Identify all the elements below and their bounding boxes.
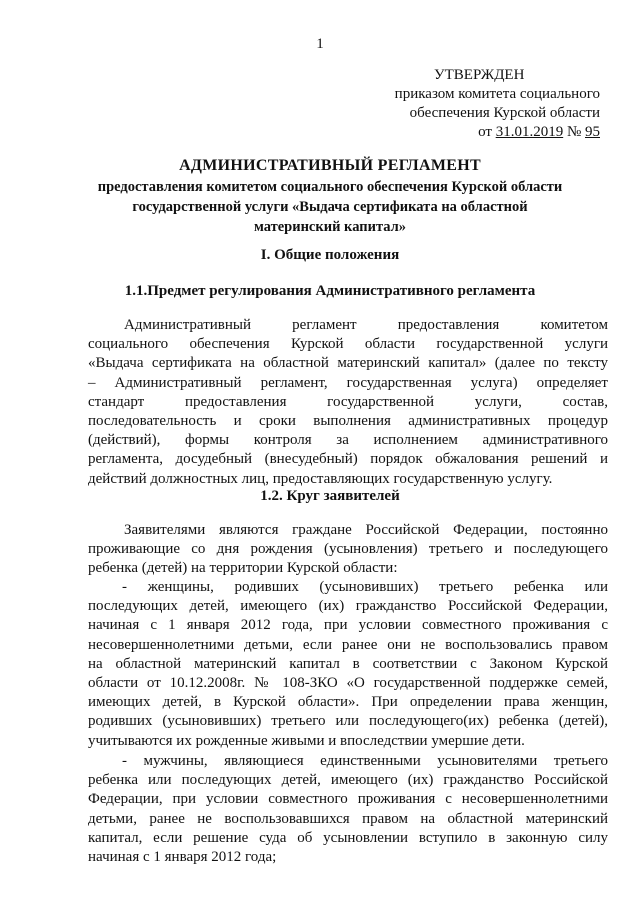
approval-date: 31.01.2019: [495, 124, 564, 140]
text-line: начиная с 1 января 2012 года;: [88, 849, 277, 866]
approval-from-label: от: [478, 124, 492, 140]
title-sub-line-2: государственной услуги «Выдача сертификата на областной: [132, 199, 528, 215]
section-1-1-heading: 1.1.Предмет регулирования Административного регламента: [124, 283, 536, 299]
text-line: ребенка или последующих детей, имеющего (их) гражданство Российской: [88, 772, 608, 789]
text-line: регламента, досудебный (внесудебный) порядок обжалования решений и: [88, 451, 608, 468]
text-line: действий должностных лиц, предоставляющих государственную услугу.: [88, 470, 553, 487]
text-line: имеющих детей, в Курской области». При определении права женщин,: [88, 694, 608, 711]
title-sub-line-3: материнский капитал»: [253, 219, 407, 235]
section-1-2-men-item: [88, 752, 608, 867]
text-line: последующих детей, имеющего (их) гражданство Российской Федерации,: [88, 598, 608, 615]
approval-number: 95: [585, 124, 600, 140]
text-line: «Выдача сертификата на областной материнский капитал» (далее по тексту: [88, 355, 608, 372]
approval-date-line: [360, 123, 600, 142]
approval-line-1: приказом комитета социального: [394, 86, 600, 102]
text-line: капитал, если решение суда об усыновлении вступило в законную силу: [88, 829, 608, 846]
text-line: ребенка (детей) на территории Курской области:: [88, 560, 398, 577]
page-number: 1: [316, 36, 324, 52]
section-1-2-intro: [88, 521, 608, 579]
text-line: - женщины, родивших (усыновивших) третьего ребенка или: [122, 579, 608, 595]
text-line: на областной материнский капитал в соответствии с Законом Курской: [88, 655, 608, 672]
title-main: АДМИНИСТРАТИВНЫЙ РЕГЛАМЕНТ: [179, 157, 481, 174]
text-line: Административный регламент предоставления комитетом: [124, 317, 608, 333]
text-line: родивших (усыновивших) третьего или последующего(их) ребенка (детей),: [88, 713, 608, 730]
text-line: (действий), формы контроля за исполнением административного: [88, 432, 608, 449]
approval-heading: УТВЕРЖДЕН: [434, 67, 525, 83]
approval-block: [360, 66, 600, 142]
title-sub-line-1: предоставления комитетом социального обеспечения Курской области: [97, 179, 563, 195]
section-1-2-women-item: [88, 578, 608, 751]
approval-line-2: обеспечения Курской области: [409, 105, 600, 121]
text-line: области от 10.12.2008г. № 108-ЗКО «О государственной поддержке семей,: [88, 675, 608, 692]
section-1-2-heading: 1.2. Круг заявителей: [260, 488, 400, 504]
text-line: учитываются их рожденные живыми и впоследствии умершие дети.: [88, 732, 525, 749]
document-title: [60, 155, 600, 237]
text-line: Заявителями являются граждане Российской Федерации, постоянно: [124, 522, 608, 538]
text-line: стандарт предоставления государственной услуги, состав,: [88, 393, 608, 410]
text-line: последовательность и сроки выполнения административных процедур: [88, 413, 608, 430]
text-line: проживающие со дня рождения (усыновления) третьего и последующего: [88, 541, 608, 558]
text-line: Федерации, при условии совместного проживания с несовершеннолетними: [88, 791, 608, 808]
approval-number-label: №: [566, 124, 582, 140]
section-1-heading: I. Общие положения: [260, 247, 400, 263]
text-line: - мужчины, являющиеся единственными усыновителями третьего: [122, 753, 608, 769]
text-line: социального обеспечения Курской области государственной услуги: [88, 336, 608, 353]
text-line: начиная с 1 января 2012 года, при условии совместного проживания с: [88, 617, 608, 634]
section-1-1-paragraph: [88, 316, 608, 489]
text-line: – Административный регламент, государственная услуга) определяет: [88, 374, 608, 391]
text-line: детьми, ранее не воспользовавшихся правом на областной материнский: [88, 810, 608, 827]
text-line: несовершеннолетними детьми, если ранее они не воспользовались правом: [88, 636, 608, 653]
